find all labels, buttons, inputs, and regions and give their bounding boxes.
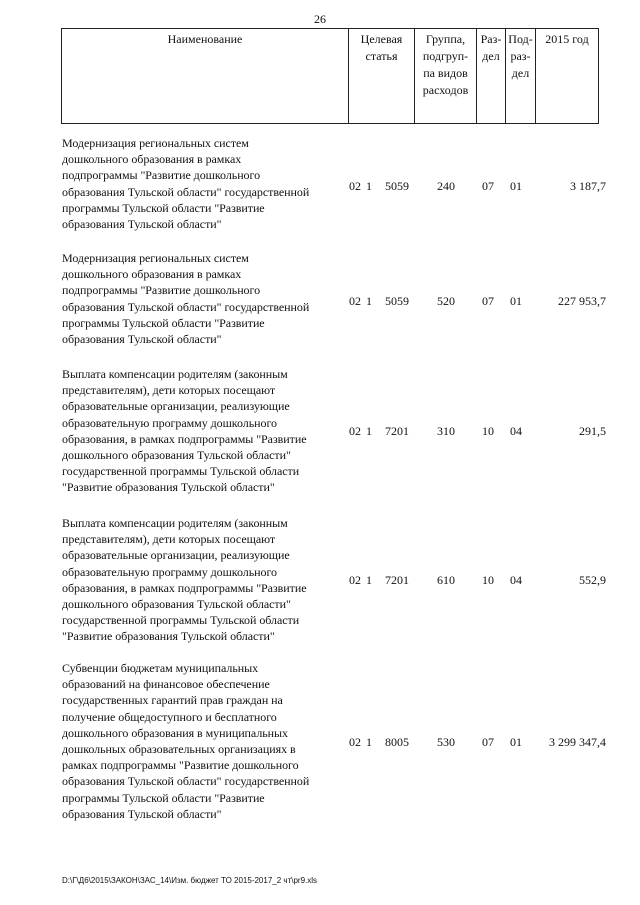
row-name [62,250,342,347]
header-subsection-line: раз- [510,49,531,63]
row-name-line: дошкольного образования Тульской области" [62,597,291,612]
row-name-line: образовательные организации, реализующие [62,548,290,563]
row-section: 10 [482,573,494,587]
row-target-direction: 7201 [385,573,409,587]
row-name-line: подпрограммы "Развитие дошкольного [62,168,261,183]
row-name-line: дошкольных образовательных организациях в [62,742,296,757]
row-name-line: Модернизация региональных систем [62,136,249,150]
row-expense-group: 240 [437,179,455,193]
row-target-subprogram: 1 [366,424,372,438]
row-name-line: образований на финансовое обеспечение [62,677,270,692]
header-year-label: 2015 год [545,32,589,46]
header-name-label: Наименование [167,32,243,46]
header-subsection [505,29,535,123]
row-name-line: получение общедоступного и бесплатного [62,709,277,724]
row-name-line: образовательные организации, реализующие [62,399,290,414]
row-amount: 3 187,7 [570,179,606,193]
row-name-line: государственной программы Тульской области [62,613,300,628]
row-subsection: 04 [510,424,522,438]
row-amount: 3 299 347,4 [549,735,606,749]
row-name-line: подпрограммы "Развитие дошкольного [62,283,261,298]
row-name-line: Выплата компенсации родителям (законным [62,516,288,530]
row-section: 10 [482,424,494,438]
row-subsection: 01 [510,179,522,193]
row-expense-group: 310 [437,424,455,438]
row-name-line: представителям), дети которых посещают [62,532,276,547]
row-name-line: рамках подпрограммы "Развитие дошкольного [62,758,299,773]
header-target-article-line: Целевая [360,32,403,46]
header-target-article [348,29,414,123]
row-target-direction: 5059 [385,179,409,193]
row-target-program: 02 [349,424,361,438]
row-target-subprogram: 1 [366,735,372,749]
header-subsection-line: Под- [508,32,533,46]
row-target-program: 02 [349,573,361,587]
row-name-line: образования Тульской области" государственной [62,774,310,789]
row-target-direction: 7201 [385,424,409,438]
row-amount: 291,5 [579,424,606,438]
header-expense-group [414,29,476,123]
row-name-line: образования Тульской области" [62,217,222,232]
header-target-article-line: статья [365,49,398,63]
row-name-line: государственной программы Тульской области [62,464,300,479]
row-name-line: дошкольного образования в рамках [62,267,242,282]
row-name-line: "Развитие образования Тульской области" [62,480,275,495]
row-target-program: 02 [349,179,361,193]
row-target-subprogram: 1 [366,573,372,587]
header-section [476,29,505,123]
header-name [62,29,348,123]
row-name-line: дошкольного образования в муниципальных [62,725,289,740]
row-expense-group: 530 [437,735,455,749]
row-name-line: дошкольного образования в рамках [62,152,242,167]
row-section: 07 [482,179,494,193]
row-name-line: образовательную программу дошкольного [62,415,277,430]
row-name [62,366,342,496]
row-expense-group: 610 [437,573,455,587]
header-expense-group-line: Группа, [425,32,466,46]
page-number: 26 [314,12,326,26]
row-name-line: Субвенции бюджетам муниципальных [62,661,259,675]
header-expense-group-line: расходов [422,83,469,97]
row-target-program: 02 [349,294,361,308]
row-section: 07 [482,735,494,749]
table-header [61,28,599,124]
row-name-line: программы Тульской области "Развитие [62,790,265,805]
header-expense-group-line: па видов [423,66,468,80]
row-name-line: образования Тульской области" государственной [62,299,310,314]
header-section-line: дел [482,49,500,63]
header-section-line: Раз- [480,32,502,46]
row-target-direction: 8005 [385,735,409,749]
row-name-line: образования, в рамках подпрограммы "Развитие [62,431,307,446]
row-section: 07 [482,294,494,308]
row-name-line: государственных гарантий прав граждан на [62,693,283,708]
row-name-line: образования Тульской области" [62,332,222,347]
row-name-line: программы Тульской области "Развитие [62,315,265,330]
row-name [62,135,342,232]
row-name-line: образовательную программу дошкольного [62,564,277,579]
row-subsection: 01 [510,735,522,749]
row-name-line: образования, в рамках подпрограммы "Развитие [62,580,307,595]
row-name-line: программы Тульской области "Развитие [62,200,265,215]
header-subsection-line: дел [511,66,530,80]
row-name [62,660,342,822]
row-amount: 227 953,7 [558,294,606,308]
header-expense-group-line: подгруп- [422,49,469,63]
row-expense-group: 520 [437,294,455,308]
row-subsection: 04 [510,573,522,587]
row-name-line: Выплата компенсации родителям (законным [62,367,288,381]
row-subsection: 01 [510,294,522,308]
row-name-line: дошкольного образования Тульской области" [62,448,291,463]
row-name-line: образования Тульской области" [62,806,222,821]
row-amount: 552,9 [579,573,606,587]
header-year [535,29,598,123]
row-name-line: Модернизация региональных систем [62,251,249,265]
row-name-line: образования Тульской области" государственной [62,184,310,199]
row-target-program: 02 [349,735,361,749]
row-target-direction: 5059 [385,294,409,308]
row-target-subprogram: 1 [366,294,372,308]
row-name-line: представителям), дети которых посещают [62,383,276,398]
row-name-line: "Развитие образования Тульской области" [62,629,275,644]
row-name [62,515,342,645]
file-path-footer: D:\Г\Д6\2015\ЗАКОН\ЗАС_14\Изм. бюджет ТО 2015-2017_2 чт\pr9.xls [62,876,318,885]
row-target-subprogram: 1 [366,179,372,193]
